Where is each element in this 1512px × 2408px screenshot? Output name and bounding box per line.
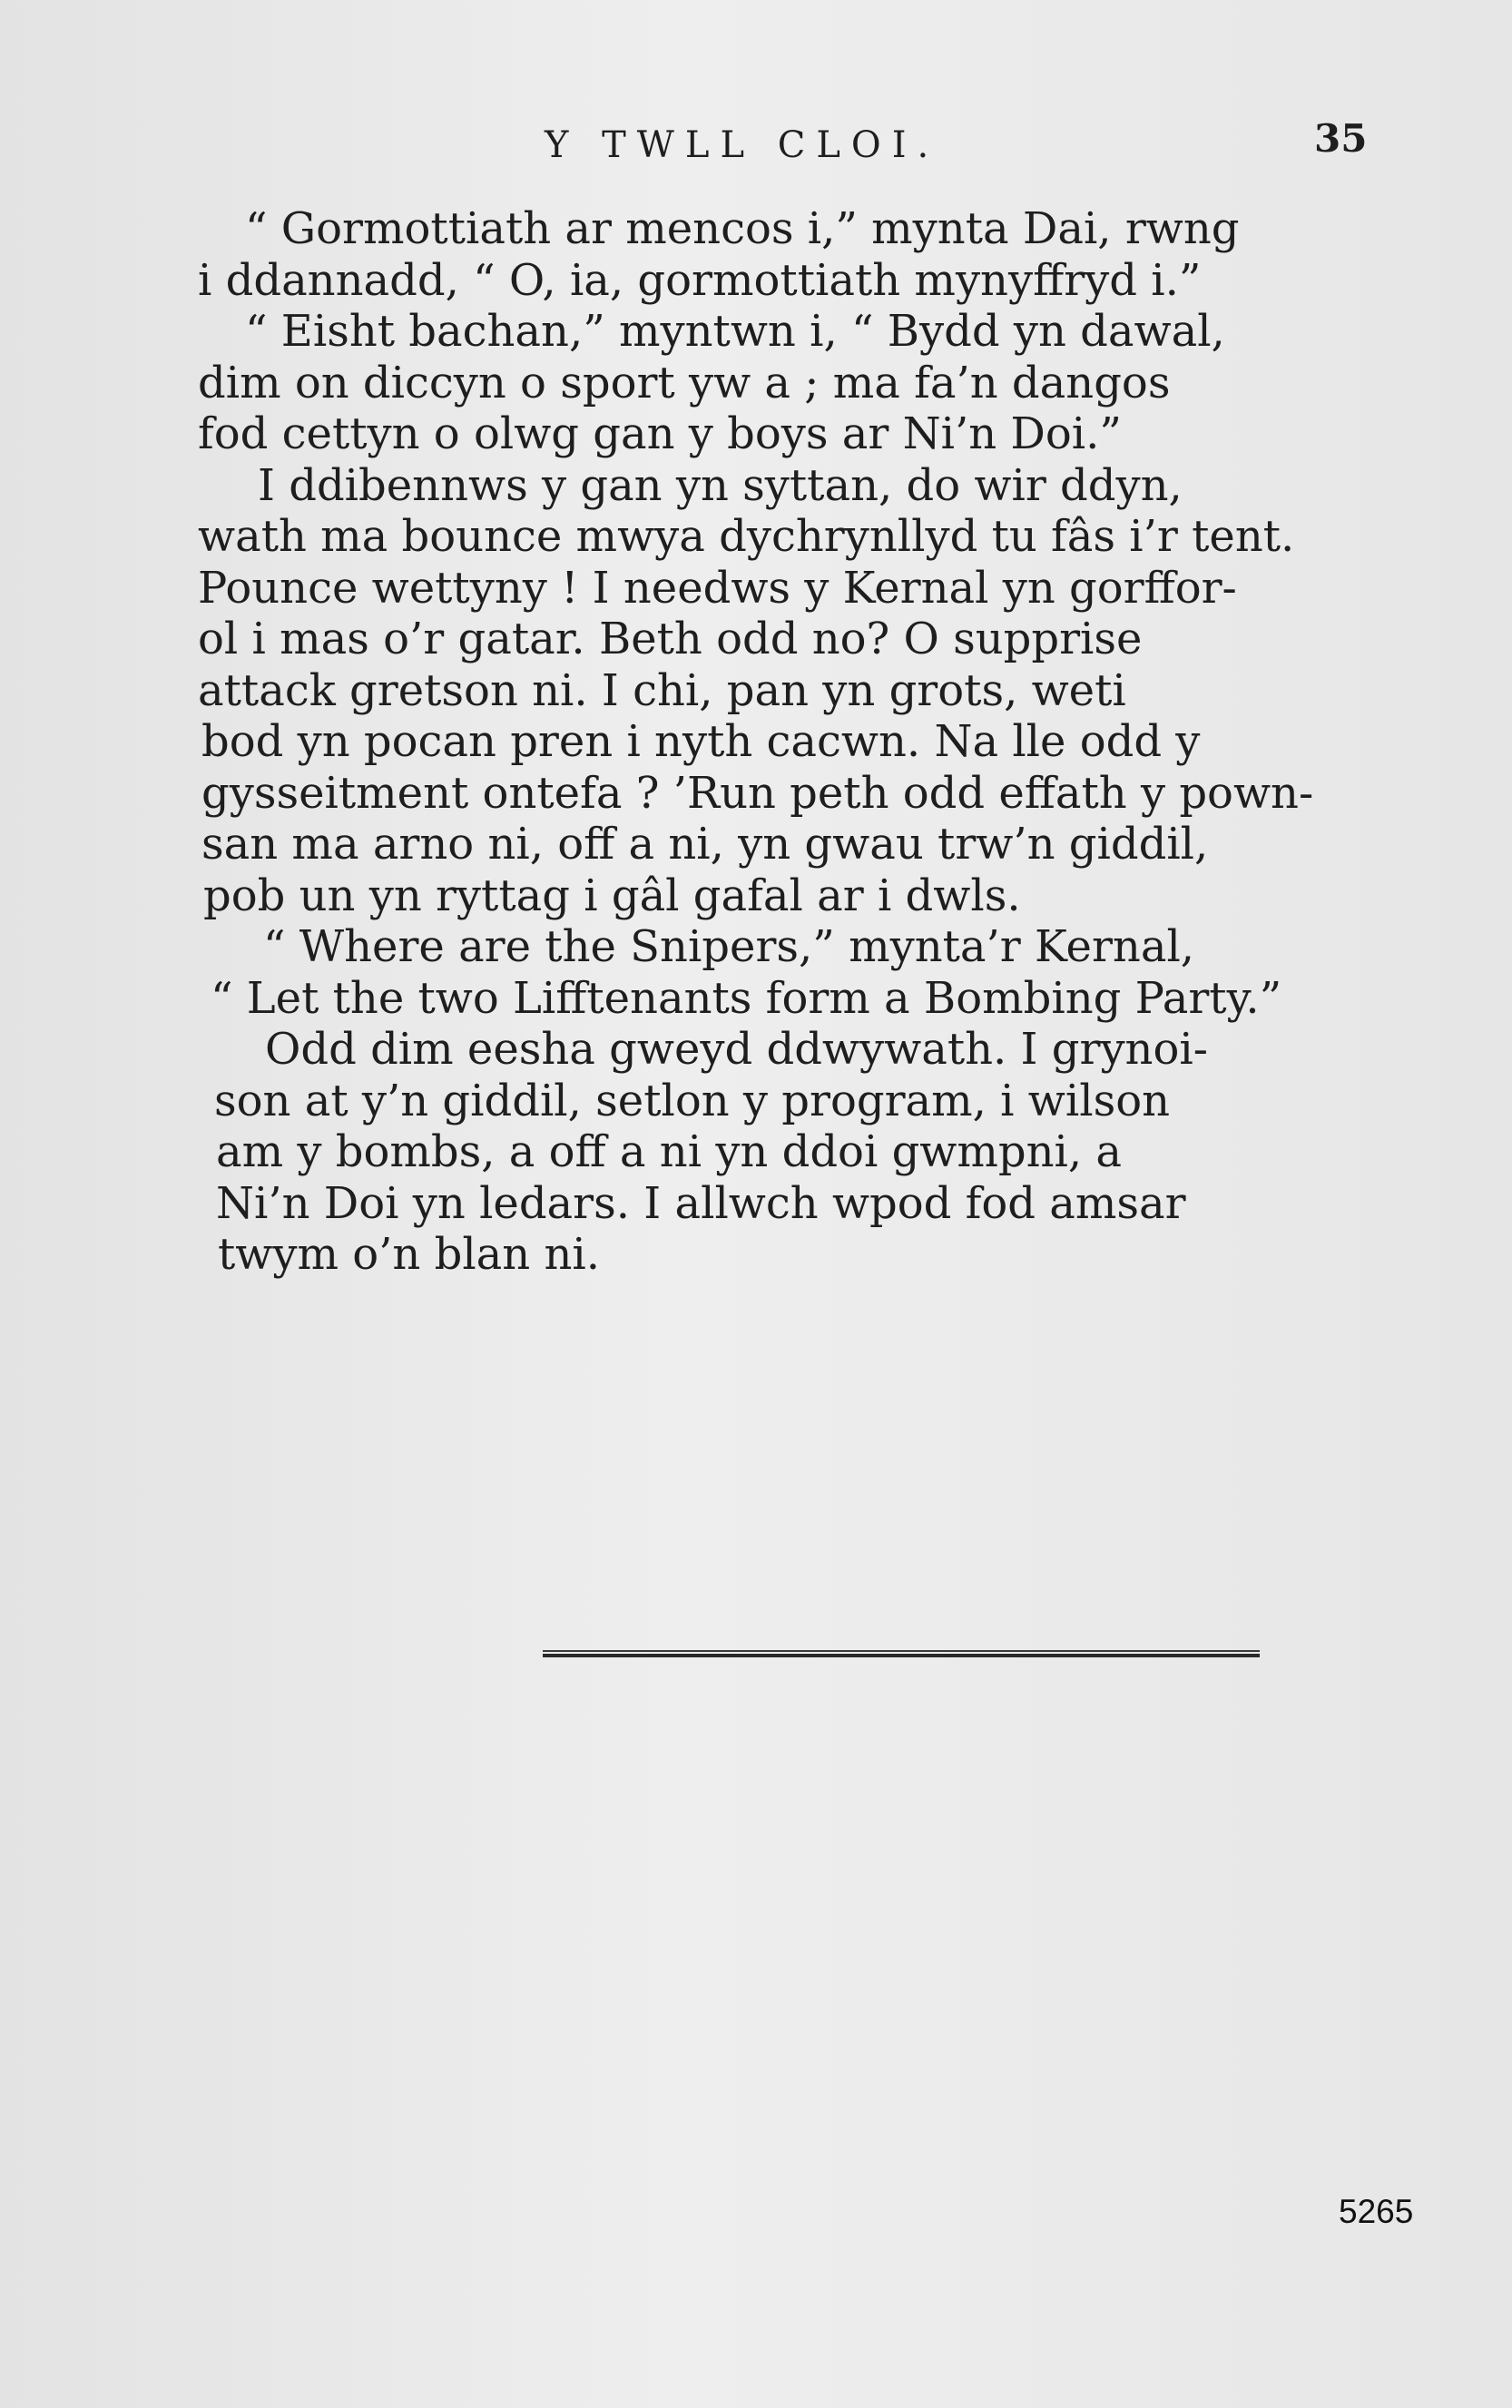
end-rule — [543, 1650, 1260, 1657]
text-line: “ Where are the Snipers,” mynta’r Kernal, — [263, 921, 1195, 972]
text-line: i ddannadd, “ O, ia, gormottiath mynyffryd i.” — [198, 254, 1202, 306]
text-line: “ Gormottiath ar mencos i,” mynta Dai, rwng — [245, 203, 1240, 254]
body-text — [198, 203, 1468, 1284]
running-title: Y TWLL CLOI. — [545, 124, 940, 166]
text-line: san ma arno ni, off a ni, yn gwau trw’n giddil, — [201, 819, 1209, 870]
text-line: I ddibennws y gan yn syttan, do wir ddyn, — [258, 459, 1183, 511]
text-line: “ Let the two Lifftenants form a Bombing Party.” — [211, 972, 1282, 1024]
text-line: Pounce wettyny ! I needws y Kernal yn gorffor- — [198, 562, 1237, 614]
text-line: wath ma bounce mwya dychrynllyd tu fâs i’r tent. — [198, 511, 1295, 562]
page-number: 35 — [1314, 116, 1368, 161]
text-line: fod cettyn o olwg gan y boys ar Ni’n Doi.” — [198, 408, 1122, 459]
text-line: pob un yn ryttag i gâl gafal ar i dwls. — [203, 870, 1021, 921]
text-line: gysseitment ontefa ? ’Run peth odd effath y pown- — [201, 767, 1314, 819]
text-line: bod yn pocan pren i nyth cacwn. Na lle odd y — [201, 716, 1201, 767]
text-line: “ Eisht bachan,” myntwn i, “ Bydd yn dawal, — [245, 306, 1225, 357]
text-line: son at y’n giddil, setlon y program, i wilson — [214, 1075, 1171, 1126]
text-line: Ni’n Doi yn ledars. I allwch wpod fod amsar — [216, 1177, 1186, 1229]
text-line: Odd dim eesha gweyd ddwywath. I grynoi- — [265, 1024, 1208, 1075]
text-line: attack gretson ni. I chi, pan yn grots, weti — [198, 664, 1126, 716]
text-line: dim on diccyn o sport yw a ; ma fa’n dangos — [198, 357, 1171, 408]
text-line: twym o’n blan ni. — [218, 1229, 600, 1280]
text-line: am y bombs, a off a ni yn ddoi gwmpni, a — [216, 1126, 1123, 1177]
text-line: ol i mas o’r gatar. Beth odd no? O supprise — [198, 614, 1143, 664]
catalog-number: 5265 — [1339, 2193, 1414, 2230]
